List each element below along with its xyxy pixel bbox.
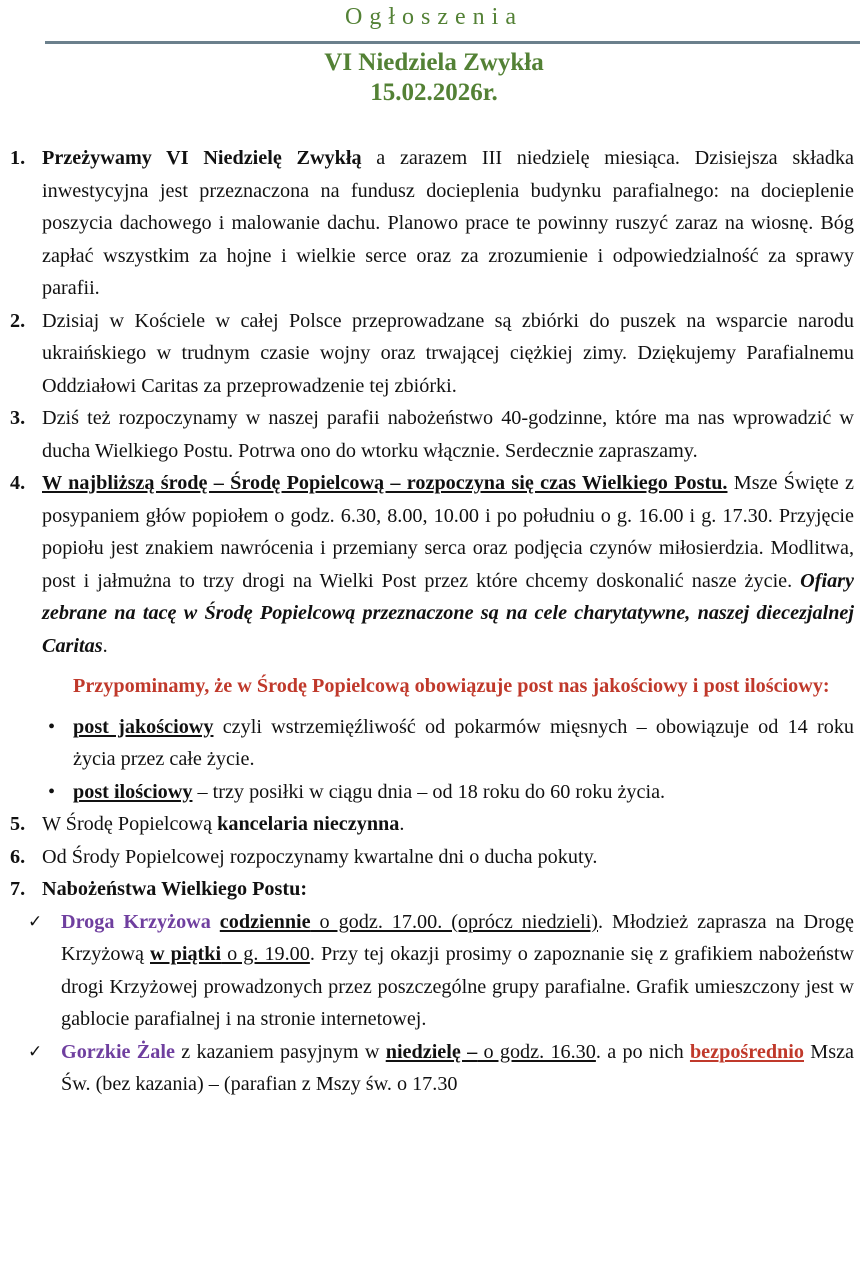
schedule-time: o godz. 16.30 <box>477 1040 596 1063</box>
item-lead: Nabożeństwa Wielkiego Postu: <box>42 878 308 900</box>
item-number: 3. <box>10 407 26 429</box>
service-text: . Młodzież zaprasza na Drogę Krzyżową <box>61 910 855 965</box>
announcement-item <box>0 841 868 874</box>
service-text: z kazaniem pasyjnym w <box>174 1040 386 1063</box>
announcement-item <box>0 808 868 841</box>
checkmark-icon: ✓ <box>28 1041 43 1062</box>
schedule-emphasis: niedzielę – <box>385 1040 478 1063</box>
bullet-item <box>0 711 868 776</box>
service-text: . a po nich <box>595 1040 690 1063</box>
item-number: 2. <box>10 309 26 332</box>
emphasis-red: bezpośrednio <box>689 1040 804 1063</box>
announcement-list <box>0 142 868 1101</box>
item-lead: W najbliższą środę – Środę Popielcową – rozpoczyna się czas Wielkiego Postu. <box>42 472 728 494</box>
lent-service-item <box>0 906 868 1036</box>
page-title: Ogłoszenia <box>345 4 523 30</box>
sunday-name: VI Niedziela Zwykła <box>324 49 544 76</box>
item-number: 7. <box>10 878 26 900</box>
fasting-reminder: Przypominamy, że w Środę Popielcową obowiązuje post nas jakościowy i post ilościowy: <box>73 675 830 697</box>
schedule-time: o godz. 17.00. (oprócz niedzieli) <box>310 910 599 933</box>
item-text: Od Środy Popielcowej rozpoczynamy kwartalne dni o ducha pokuty. <box>42 845 598 868</box>
item-text: Msze Święte z posypaniem głów popiołem o godz. 6.30, 8.00, 10.00 i po południu o g. 16.00 i g. 17.30. Przyjęcie popiołu jest znakiem nawrócenia i przemiany serca oraz podjęcia czynów miłosierdzia. Modlitwa, post i jałmużna to trzy drogi na Wielki Post przez które chcemy doskonalić nasze życie. <box>42 472 854 592</box>
offering-note: Ofiary zebrane na tacę w Środę Popielcową przeznaczone są na cele charytatywne, naszej diecezjalnej Caritas <box>42 569 854 657</box>
service-name: Droga Krzyżowa <box>61 910 211 933</box>
punctuation: . <box>102 634 108 657</box>
bullet-text: czyli wstrzemięźliwość od pokarmów mięsnych – obowiązuje od 14 roku życia przez całe życie. <box>73 715 855 770</box>
bullet-term: post ilościowy <box>73 780 193 803</box>
item-number: 1. <box>10 147 26 169</box>
item-text: a zarazem III niedzielę miesiąca. Dzisiejsza składka inwestycyjna jest przeznaczona na fundusz docieplenia budynku parafialnego: na docieplenie poszycia dachowego i malowanie dachu. Planowo prace te powinny ruszyć zaraz na wiosnę. Bóg zapłać wszystkim za hojne i wielkie serce oraz za zrozumienie i odpowiedzialność za sprawy parafii. <box>42 147 854 299</box>
punctuation: . <box>399 813 405 835</box>
lent-service-item <box>0 1036 868 1101</box>
item-number: 5. <box>10 813 26 835</box>
item-lead: Przeżywamy VI Niedzielę Zwykłą <box>42 147 362 169</box>
schedule-emphasis: codziennie <box>219 910 311 933</box>
spacer <box>0 703 868 711</box>
announcement-item <box>0 142 868 305</box>
title-divider <box>45 41 860 44</box>
item-number: 4. <box>10 472 26 494</box>
announcement-item <box>0 305 868 403</box>
item-text: Dziś też rozpoczynamy w naszej parafii nabożeństwo 40-godzinne, które ma nas wprowadzić w ducha Wielkiego Postu. Potrwa ono do wtorku włącznie. Serdecznie zapraszamy. <box>42 407 854 462</box>
bullet-term: post jakościowy <box>73 715 214 738</box>
bullet-item <box>0 776 868 809</box>
service-text: . Przy tej okazji prosimy o zapoznanie się z grafikiem nabożeństw drogi Krzyżowej prowadzonych przez poszczególne grupy parafialne. Grafik umieszczony jest w gablocie parafialnej i na stronie internetowej. <box>61 943 855 1030</box>
spacer <box>0 662 868 670</box>
item-text: W Środę Popielcową <box>42 813 218 835</box>
checkmark-icon: ✓ <box>28 911 43 932</box>
page-subtitle <box>0 48 868 108</box>
announcement-item <box>0 873 868 906</box>
bullet-text: – trzy posiłki w ciągu dnia – od 18 roku do 60 roku życia. <box>192 780 666 803</box>
bullet-icon: • <box>48 715 56 738</box>
item-number: 6. <box>10 845 26 868</box>
schedule-time: o g. 19.00 <box>221 943 310 965</box>
announcement-item <box>0 467 868 662</box>
item-text: Dzisiaj w Kościele w całej Polsce przeprowadzane są zbiórki do puszek na wsparcie narodu ukraińskiego w trudnym czasie wojny oraz trwającej ciężkiej zimy. Dziękujemy Parafialnemu Oddziałowi Caritas za przeprowadzenie tej zbiórki. <box>42 309 854 397</box>
bullet-icon: • <box>48 780 56 803</box>
service-name: Gorzkie Żale <box>61 1040 175 1063</box>
announcement-item <box>0 402 868 467</box>
item-bold: kancelaria nieczynna <box>217 813 400 835</box>
service-text: Msza Św. (bez kazania) – (parafian z Mszy św. o 17.30 <box>61 1040 855 1095</box>
date-label: 15.02.2026r. <box>370 79 498 106</box>
schedule-emphasis: w piątki <box>150 943 222 965</box>
